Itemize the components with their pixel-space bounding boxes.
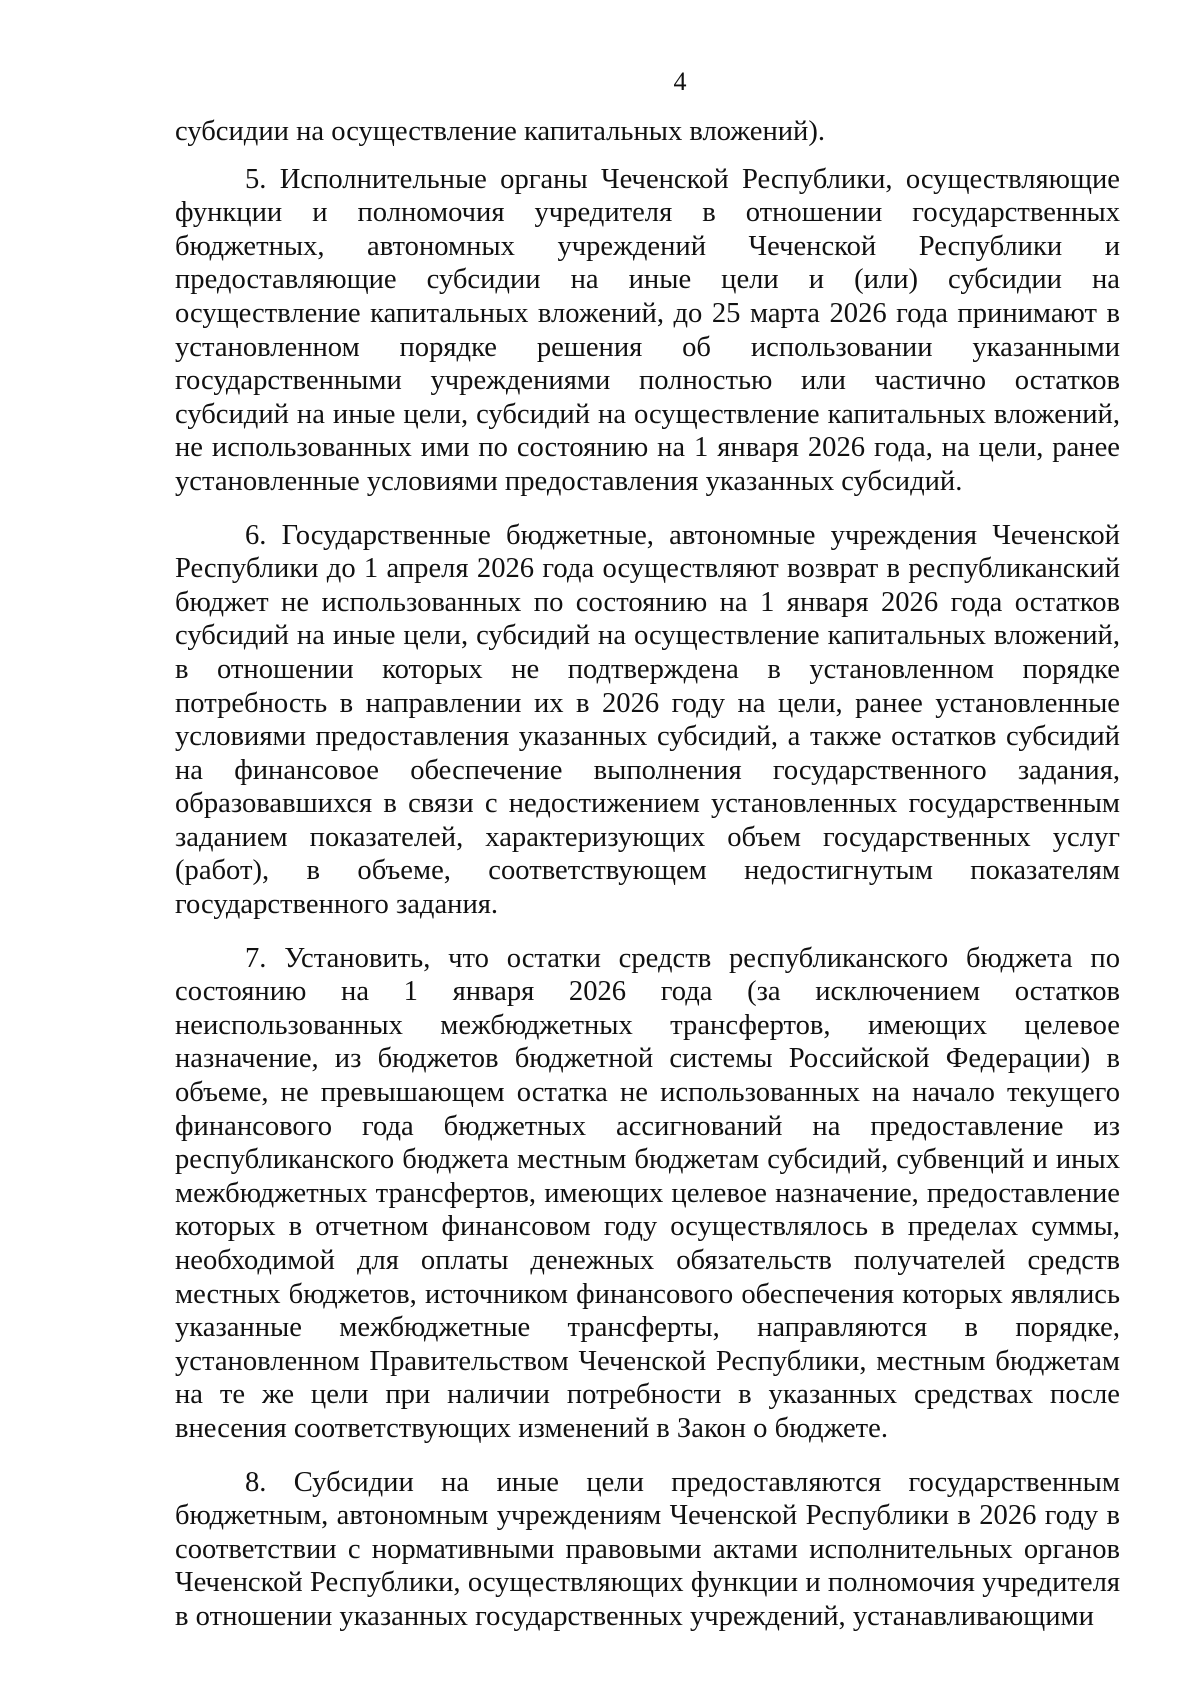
page-number: 4 <box>673 67 687 96</box>
paragraph-8: 8. Субсидии на иные цели предоставляются государственным бюджетным, автономным учреждениям Чеченской Республики в 2026 году в соответствии с нормативными правовыми актами исполнительных органов Чеченской Республики, осуществляющих функции и полномочия учредителя в отношении указанных государственных учреждений, устанавливающими <box>175 1466 1120 1632</box>
paragraph-5: 5. Исполнительные органы Чеченской Республики, осуществляющие функции и полномочия учредителя в отношении государственных бюджетных, автономных учреждений Чеченской Республики и предоставляющие субсидии на иные цели и (или) субсидии на осуществление капитальных вложений, до 25 марта 2026 года принимают в установленном порядке решения об использовании указанными государственными учреждениями полностью или частично остатков субсидий на иные цели, субсидий на осуществление капитальных вложений, не использованных ими по состоянию на 1 января 2026 года, на цели, ранее установленные условиями предоставления указанных субсидий. <box>175 163 1120 497</box>
paragraph-6: 6. Государственные бюджетные, автономные учреждения Чеченской Республики до 1 апреля 2026 года осуществляют возврат в республиканский бюджет не использованных по состоянию на 1 января 2026 года остатков субсидий на иные цели, субсидий на осуществление капитальных вложений, в отношении которых не подтверждена в установленном порядке потребность в направлении их в 2026 году на цели, ранее установленные условиями предоставления указанных субсидий, а также остатков субсидий на финансовое обеспечение выполнения государственного задания, образовавшихся в связи с недостижением установленных государственным заданием показателей, характеризующих объем государственных услуг (работ), в объеме, соответствующем недостигнутым показателям государственного задания. <box>175 519 1120 921</box>
paragraph-7: 7. Установить, что остатки средств республиканского бюджета по состоянию на 1 января 2026 года (за исключением остатков неиспользованных межбюджетных трансфертов, имеющих целевое назначение, из бюджетов бюджетной системы Российской Федерации) в объеме, не превышающем остатка не использованных на начало текущего финансового года бюджетных ассигнований на предоставление из республиканского бюджета местным бюджетам субсидий, субвенций и иных межбюджетных трансфертов, имеющих целевое назначение, предоставление которых в отчетном финансовом году осуществлялось в пределах суммы, необходимой для оплаты денежных обязательств получателей средств местных бюджетов, источником финансового обеспечения которых являлись указанные межбюджетные трансферты, направляются в порядке, установленном Правительством Чеченской Республики, местным бюджетам на те же цели при наличии потребности в указанных средствах после внесения соответствующих изменений в Закон о бюджете. <box>175 942 1120 1444</box>
paragraph-continuation: субсидии на осуществление капитальных вложений). <box>175 116 826 147</box>
document-body <box>175 115 1120 1634</box>
